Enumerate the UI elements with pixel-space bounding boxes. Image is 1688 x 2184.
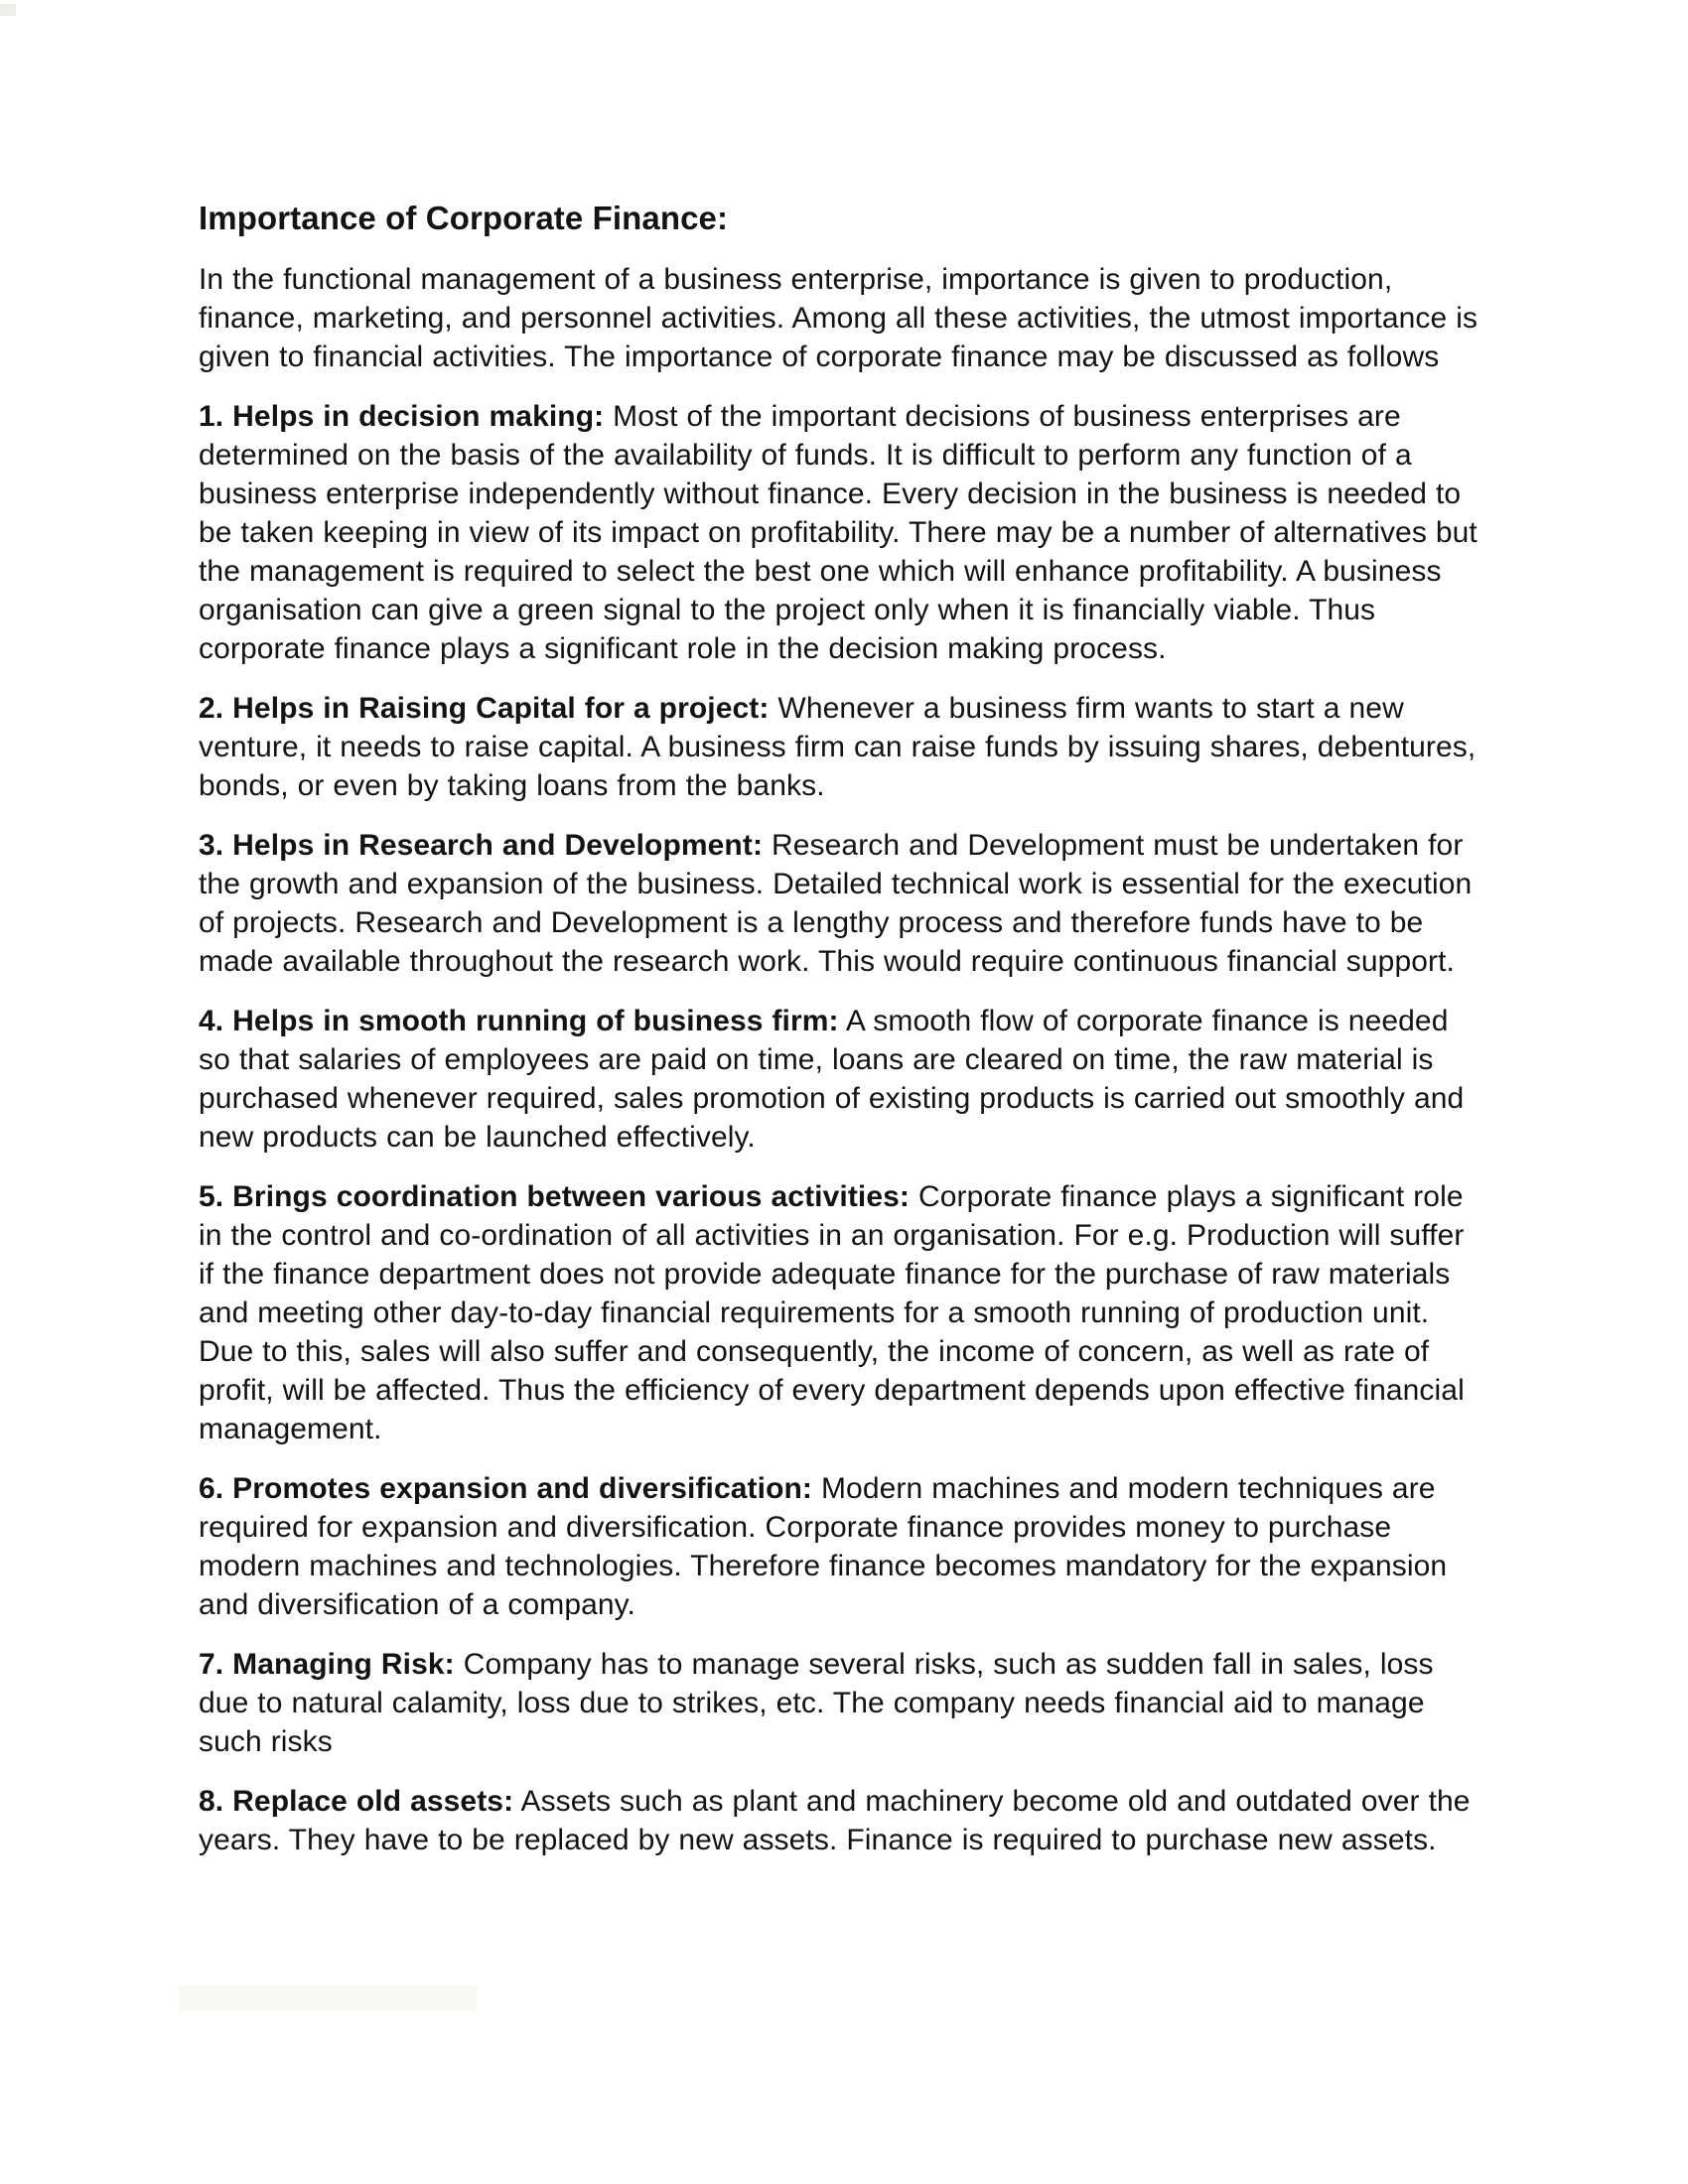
page-title: Importance of Corporate Finance: — [199, 200, 729, 236]
point-3-heading: 3. Helps in Research and Development: — [199, 829, 764, 862]
intro-paragraph: In the functional management of a business enterprise, importance is given to production, finance, marketing, and personnel activities. Among all these activities, the utmost importance is given to financial activities. The importance of corporate finance may be discussed as follows — [199, 263, 1478, 373]
point-2-heading: 2. Helps in Raising Capital for a project: — [199, 692, 770, 725]
point-7 — [199, 1645, 1484, 1761]
point-6-body: Modern machines and modern techniques are required for expansion and diversification. Corporate finance provides money to purchase modern machines and technologies. Therefore finance becomes mandatory for the expansion and diversification of a company. — [199, 1472, 1448, 1621]
point-6 — [199, 1469, 1484, 1624]
point-2 — [199, 689, 1484, 805]
point-1 — [199, 397, 1484, 668]
point-7-body: Company has to manage several risks, such as sudden fall in sales, loss due to natural calamity, loss due to strikes, etc. The company needs financial aid to manage such risks — [199, 1648, 1434, 1758]
document-page — [199, 199, 1484, 1880]
point-2-body: Whenever a business firm wants to start a new venture, it needs to raise capital. A business firm can raise funds by issuing shares, debentures, bonds, or even by taking loans from the banks. — [199, 692, 1477, 802]
point-8 — [199, 1782, 1484, 1859]
point-1-body: Most of the important decisions of business enterprises are determined on the basis of the availability of funds. It is difficult to perform any function of a business enterprise independently without finance. Every decision in the business is needed to be taken keeping in view of its impact on profitability. There may be a number of alternatives but the management is required to select the best one which will enhance profitability. A business organisation can give a green signal to the project only when it is financially viable. Thus corporate finance plays a significant role in the decision making process. — [199, 400, 1477, 665]
point-7-heading: 7. Managing Risk: — [199, 1648, 455, 1681]
point-3-body: Research and Development must be undertaken for the growth and expansion of the business. Detailed technical work is essential for the execution of projects. Research and Development is a lengthy process and therefore funds have to be made available throughout the research work. This would require continuous financial support. — [199, 829, 1473, 978]
scan-artifact — [179, 1985, 477, 2011]
point-4 — [199, 1002, 1484, 1157]
point-5-body: Corporate finance plays a significant role in the control and co-ordination of all activities in an organisation. For e.g. Production will suffer if the finance department does not provide adequate finance for the purchase of raw materials and meeting other day-to-day financial requirements for a smooth running of production unit. Due to this, sales will also suffer and consequently, the income of concern, as well as rate of profit, will be affected. Thus the efficiency of every department depends upon effective financial management. — [199, 1180, 1465, 1445]
point-1-heading: 1. Helps in decision making: — [199, 400, 605, 433]
point-5 — [199, 1177, 1484, 1448]
point-8-heading: 8. Replace old assets: — [199, 1785, 514, 1818]
scan-artifact — [0, 4, 16, 16]
point-8-body: Assets such as plant and machinery become old and outdated over the years. They have to be replaced by new assets. Finance is required to purchase new assets. — [199, 1785, 1471, 1856]
point-6-heading: 6. Promotes expansion and diversification: — [199, 1472, 813, 1505]
point-5-heading: 5. Brings coordination between various activities: — [199, 1180, 911, 1213]
point-4-body: A smooth flow of corporate finance is needed so that salaries of employees are paid on time, loans are cleared on time, the raw material is purchased whenever required, sales promotion of existing products is carried out smoothly and new products can be launched effectively. — [199, 1005, 1465, 1154]
point-4-heading: 4. Helps in smooth running of business firm: — [199, 1005, 839, 1037]
point-3 — [199, 826, 1484, 981]
